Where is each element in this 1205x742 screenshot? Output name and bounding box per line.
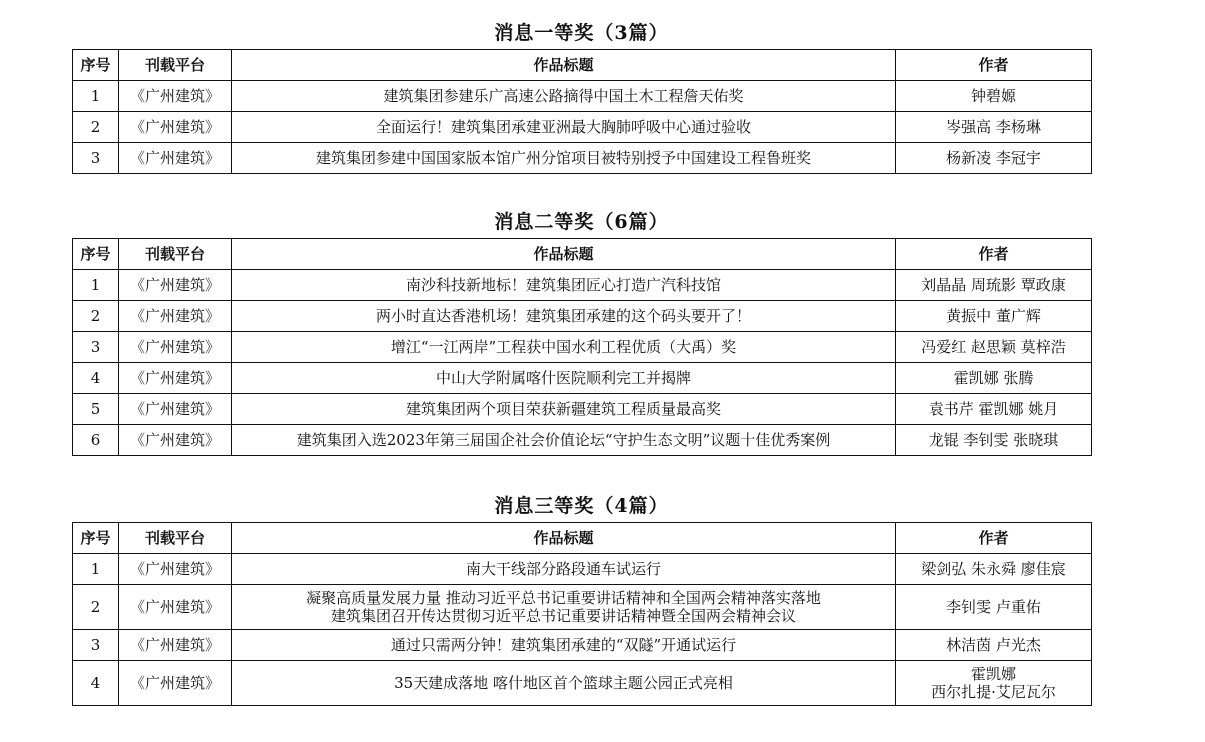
- title-line: 凝聚高质量发展力量 推动习近平总书记重要讲话精神和全国两会精神落实落地: [306, 589, 821, 607]
- header-no: 序号: [73, 50, 119, 81]
- cell-title: 中山大学附属喀什医院顺利完工并揭牌: [232, 363, 896, 394]
- cell-no: 4: [73, 363, 119, 394]
- cell-author: [896, 661, 1092, 706]
- cell-title: 建筑集团两个项目荣获新疆建筑工程质量最高奖: [232, 394, 896, 425]
- cell-no: 6: [73, 425, 119, 456]
- cell-author: 杨新凌 李冠宇: [896, 143, 1092, 174]
- section-title-first-prize: 消息一等奖（3篇）: [494, 22, 669, 44]
- header-platform: 刊载平台: [119, 523, 232, 554]
- cell-title: [232, 585, 896, 630]
- cell-author: 岑强高 李杨琳: [896, 112, 1092, 143]
- cell-no: 5: [73, 394, 119, 425]
- cell-title: 建筑集团参建中国国家版本馆广州分馆项目被特别授予中国建设工程鲁班奖: [232, 143, 896, 174]
- table-row: [73, 270, 1092, 301]
- cell-platform: 《广州建筑》: [119, 363, 232, 394]
- cell-no: 2: [73, 301, 119, 332]
- table-row: [73, 301, 1092, 332]
- second-prize-table: [72, 238, 1092, 456]
- cell-platform: 《广州建筑》: [119, 394, 232, 425]
- table-row: [73, 332, 1092, 363]
- table-header-row: [73, 523, 1092, 554]
- table-row: [73, 661, 1092, 706]
- table-row: [73, 585, 1092, 630]
- cell-platform: 《广州建筑》: [119, 81, 232, 112]
- cell-author: 李钊雯 卢重佑: [896, 585, 1092, 630]
- cell-no: 1: [73, 554, 119, 585]
- table-row: [73, 394, 1092, 425]
- header-no: 序号: [73, 239, 119, 270]
- cell-platform: 《广州建筑》: [119, 425, 232, 456]
- cell-platform: 《广州建筑》: [119, 630, 232, 661]
- cell-no: 1: [73, 81, 119, 112]
- cell-platform: 《广州建筑》: [119, 554, 232, 585]
- cell-title: 建筑集团参建乐广高速公路摘得中国土木工程詹天佑奖: [232, 81, 896, 112]
- cell-author: 龙锟 李钊雯 张晓琪: [896, 425, 1092, 456]
- cell-platform: 《广州建筑》: [119, 112, 232, 143]
- cell-platform: 《广州建筑》: [119, 143, 232, 174]
- cell-no: 3: [73, 630, 119, 661]
- header-platform: 刊载平台: [119, 50, 232, 81]
- cell-author: 黄振中 董广辉: [896, 301, 1092, 332]
- cell-title: 35天建成落地 喀什地区首个篮球主题公园正式亮相: [232, 661, 896, 706]
- cell-title: 南沙科技新地标！建筑集团匠心打造广汽科技馆: [232, 270, 896, 301]
- header-author: 作者: [896, 523, 1092, 554]
- cell-platform: 《广州建筑》: [119, 301, 232, 332]
- table-row: [73, 425, 1092, 456]
- cell-no: 3: [73, 332, 119, 363]
- cell-no: 4: [73, 661, 119, 706]
- cell-author: 袁书芹 霍凯娜 姚月: [896, 394, 1092, 425]
- header-title: 作品标题: [232, 523, 896, 554]
- cell-platform: 《广州建筑》: [119, 332, 232, 363]
- first-prize-table: [72, 49, 1092, 174]
- cell-platform: 《广州建筑》: [119, 270, 232, 301]
- header-title: 作品标题: [232, 239, 896, 270]
- header-no: 序号: [73, 523, 119, 554]
- section-title-third-prize: 消息三等奖（4篇）: [494, 495, 669, 517]
- cell-no: 2: [73, 585, 119, 630]
- table-row: [73, 112, 1092, 143]
- section-title-second-prize: 消息二等奖（6篇）: [494, 211, 669, 233]
- cell-title: 全面运行！建筑集团承建亚洲最大胸肺呼吸中心通过验收: [232, 112, 896, 143]
- table-header-row: [73, 50, 1092, 81]
- cell-author: 钟碧嫄: [896, 81, 1092, 112]
- header-author: 作者: [896, 50, 1092, 81]
- cell-author: 梁剑弘 朱永舜 廖佳宸: [896, 554, 1092, 585]
- author-line: 西尔扎提·艾尼瓦尔: [931, 683, 1056, 701]
- table-row: [73, 81, 1092, 112]
- header-author: 作者: [896, 239, 1092, 270]
- cell-author: 冯爱红 赵思颖 莫梓浩: [896, 332, 1092, 363]
- cell-platform: 《广州建筑》: [119, 661, 232, 706]
- cell-title: 南大干线部分路段通车试运行: [232, 554, 896, 585]
- cell-author: 霍凯娜 张腾: [896, 363, 1092, 394]
- author-line: 霍凯娜: [970, 665, 1016, 683]
- table-row: [73, 363, 1092, 394]
- cell-author: 林洁茵 卢光杰: [896, 630, 1092, 661]
- header-title: 作品标题: [232, 50, 896, 81]
- table-row: [73, 143, 1092, 174]
- cell-title: 两小时直达香港机场！建筑集团承建的这个码头要开了！: [232, 301, 896, 332]
- cell-no: 3: [73, 143, 119, 174]
- cell-title: 增江“一江两岸”工程获中国水利工程优质（大禹）奖: [232, 332, 896, 363]
- title-line: 建筑集团召开传达贯彻习近平总书记重要讲话精神暨全国两会精神会议: [330, 607, 796, 625]
- third-prize-table: [72, 522, 1092, 706]
- table-row: [73, 630, 1092, 661]
- table-header-row: [73, 239, 1092, 270]
- header-platform: 刊载平台: [119, 239, 232, 270]
- cell-author: 刘晶晶 周琉影 覃政康: [896, 270, 1092, 301]
- cell-title: 通过只需两分钟！建筑集团承建的“双隧”开通试运行: [232, 630, 896, 661]
- cell-title: 建筑集团入选2023年第三届国企社会价值论坛“守护生态文明”议题十佳优秀案例: [232, 425, 896, 456]
- cell-no: 1: [73, 270, 119, 301]
- table-row: [73, 554, 1092, 585]
- cell-no: 2: [73, 112, 119, 143]
- cell-platform: 《广州建筑》: [119, 585, 232, 630]
